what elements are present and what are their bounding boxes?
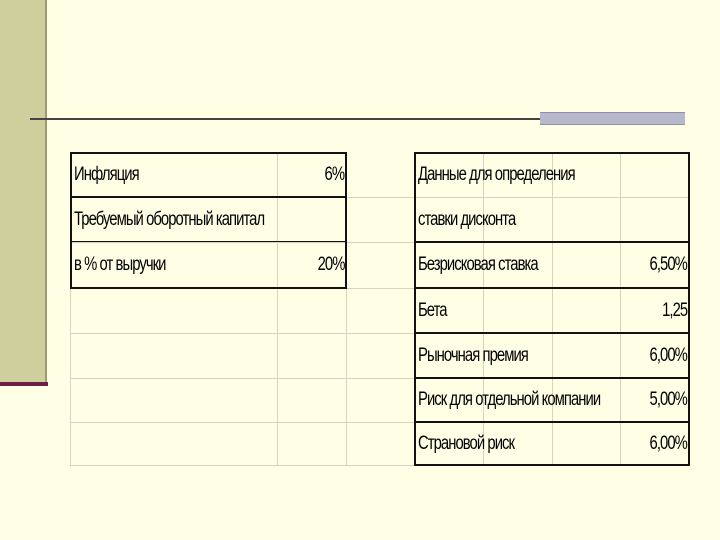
- company-risk-value-text: 5,00%: [649, 389, 687, 410]
- market-premium-value: [620, 333, 690, 378]
- inflation-label-text: Инфляция: [74, 163, 139, 185]
- beta-label: [414, 288, 552, 333]
- horizontal-rule-accent: [540, 112, 685, 125]
- country-risk-value-text: 6,00%: [649, 432, 687, 454]
- beta-value: [620, 288, 690, 333]
- beta-label-text: Бета: [418, 299, 447, 321]
- percent-of-revenue-label: [70, 242, 277, 288]
- country-risk-value: [620, 422, 690, 465]
- market-premium-label: [414, 333, 620, 378]
- company-risk-label-text: Риск для отдельной компании: [418, 389, 601, 410]
- company-risk-value: [620, 378, 690, 422]
- inflation-value-text: 6%: [324, 163, 344, 185]
- risk-free-rate-label-text: Безрисковая ставка: [418, 254, 538, 275]
- beta-value-text: 1,25: [661, 299, 687, 321]
- discount-header-line2-text: ставки дисконта: [418, 208, 516, 230]
- inflation-value: [277, 152, 347, 197]
- discount-header-line1-text: Данные для определения: [418, 163, 575, 185]
- country-risk-label-text: Страновой риск: [418, 432, 515, 454]
- spreadsheet-grid: [70, 152, 690, 466]
- discount-header-line1: [414, 152, 620, 197]
- market-premium-value-text: 6,00%: [649, 344, 687, 366]
- market-premium-label-text: Рыночная премия: [418, 344, 528, 366]
- working-capital-label: [70, 197, 346, 242]
- discount-header-line2: [414, 197, 620, 242]
- working-capital-label-text: Требуемый оборотный капитал: [74, 208, 265, 230]
- left-side-bar: [0, 0, 47, 386]
- percent-of-revenue-value: [277, 242, 347, 288]
- inflation-label: [70, 152, 277, 197]
- percent-of-revenue-label-text: в % от выручки: [74, 254, 166, 275]
- risk-free-rate-value-text: 6,50%: [649, 254, 687, 275]
- country-risk-label: [414, 422, 620, 465]
- risk-free-rate-label: [414, 242, 620, 288]
- risk-free-rate-value: [620, 242, 690, 288]
- company-risk-label: [414, 378, 620, 422]
- percent-of-revenue-value-text: 20%: [317, 254, 344, 275]
- side-bar-accent-line: [0, 382, 48, 386]
